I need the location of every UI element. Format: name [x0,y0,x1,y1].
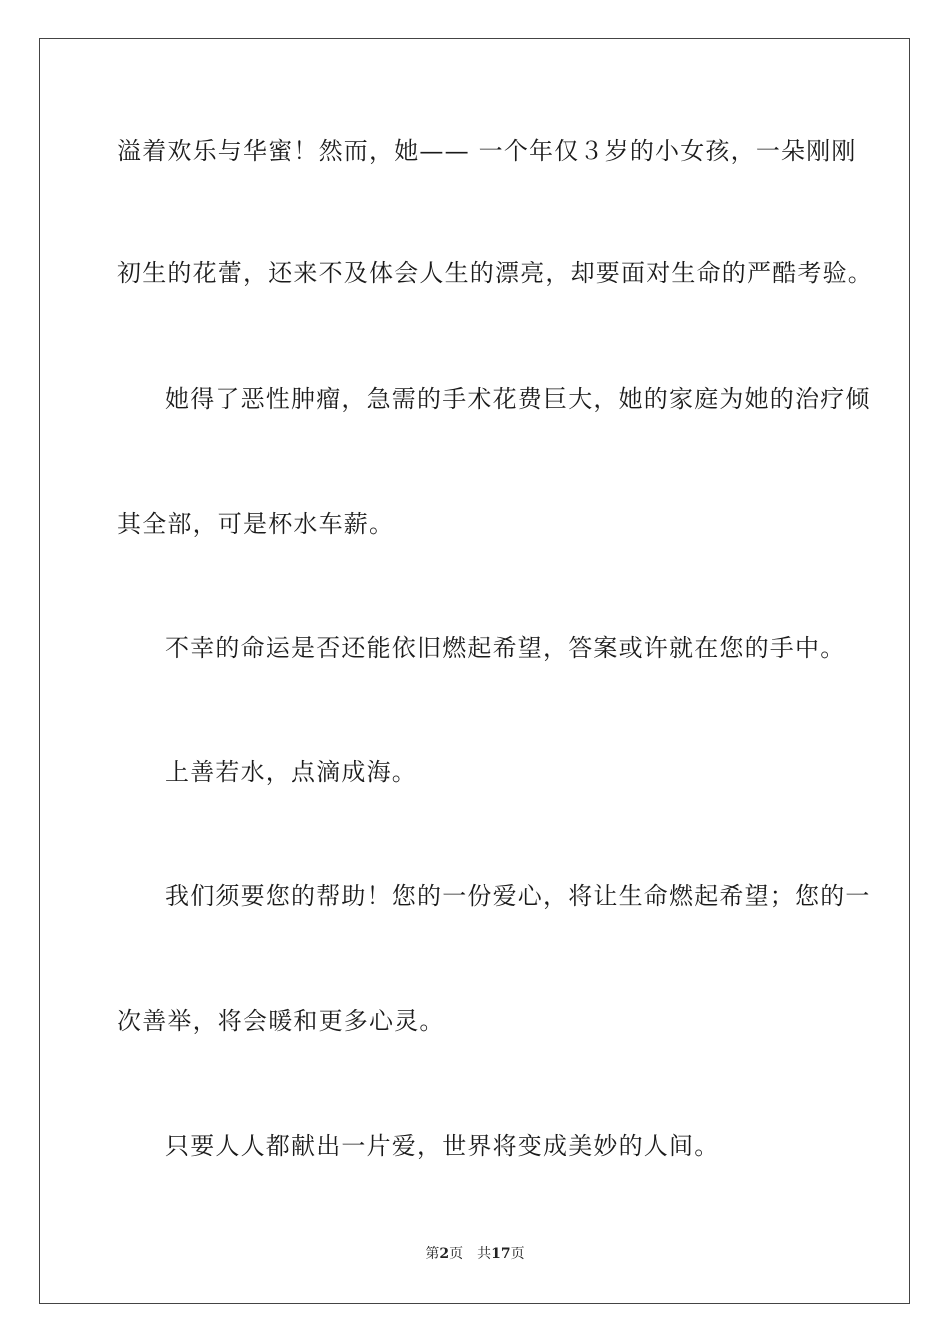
footer-total-prefix: 共 [477,1246,492,1262]
paragraph-line-2: 初生的花蕾，还来不及体会人生的漂亮，却要面对生命的严酷考验。 [117,259,873,287]
footer-total-suffix: 页 [510,1246,525,1262]
page-footer [0,1245,950,1263]
page-border [39,38,910,1304]
paragraph-line-9: 只要人人都献出一片爱，世界将变成美妙的人间。 [165,1132,720,1160]
paragraph-line-3: 她得了恶性肿瘤，急需的手术花费巨大，她的家庭为她的治疗倾 [165,385,871,413]
paragraph-line-5: 不幸的命运是否还能依旧燃起希望，答案或许就在您的手中。 [165,634,846,662]
paragraph-line-7: 我们须要您的帮助！您的一份爱心，将让生命燃起希望；您的一 [165,882,871,910]
paragraph-line-1: 溢着欢乐与华蜜！然而，她—— 一个年仅３岁的小女孩，一朵刚刚 [117,137,857,165]
footer-page-prefix: 第 [425,1246,440,1262]
paragraph-line-8: 次善举，将会暖和更多心灵。 [117,1007,445,1035]
paragraph-line-4: 其全部，可是杯水车薪。 [117,510,395,538]
paragraph-line-6: 上善若水，点滴成海。 [165,758,417,786]
footer-total-pages: 17 [491,1246,511,1262]
footer-page-number: 2 [439,1246,450,1262]
footer-page-suffix: 页 [449,1246,464,1262]
